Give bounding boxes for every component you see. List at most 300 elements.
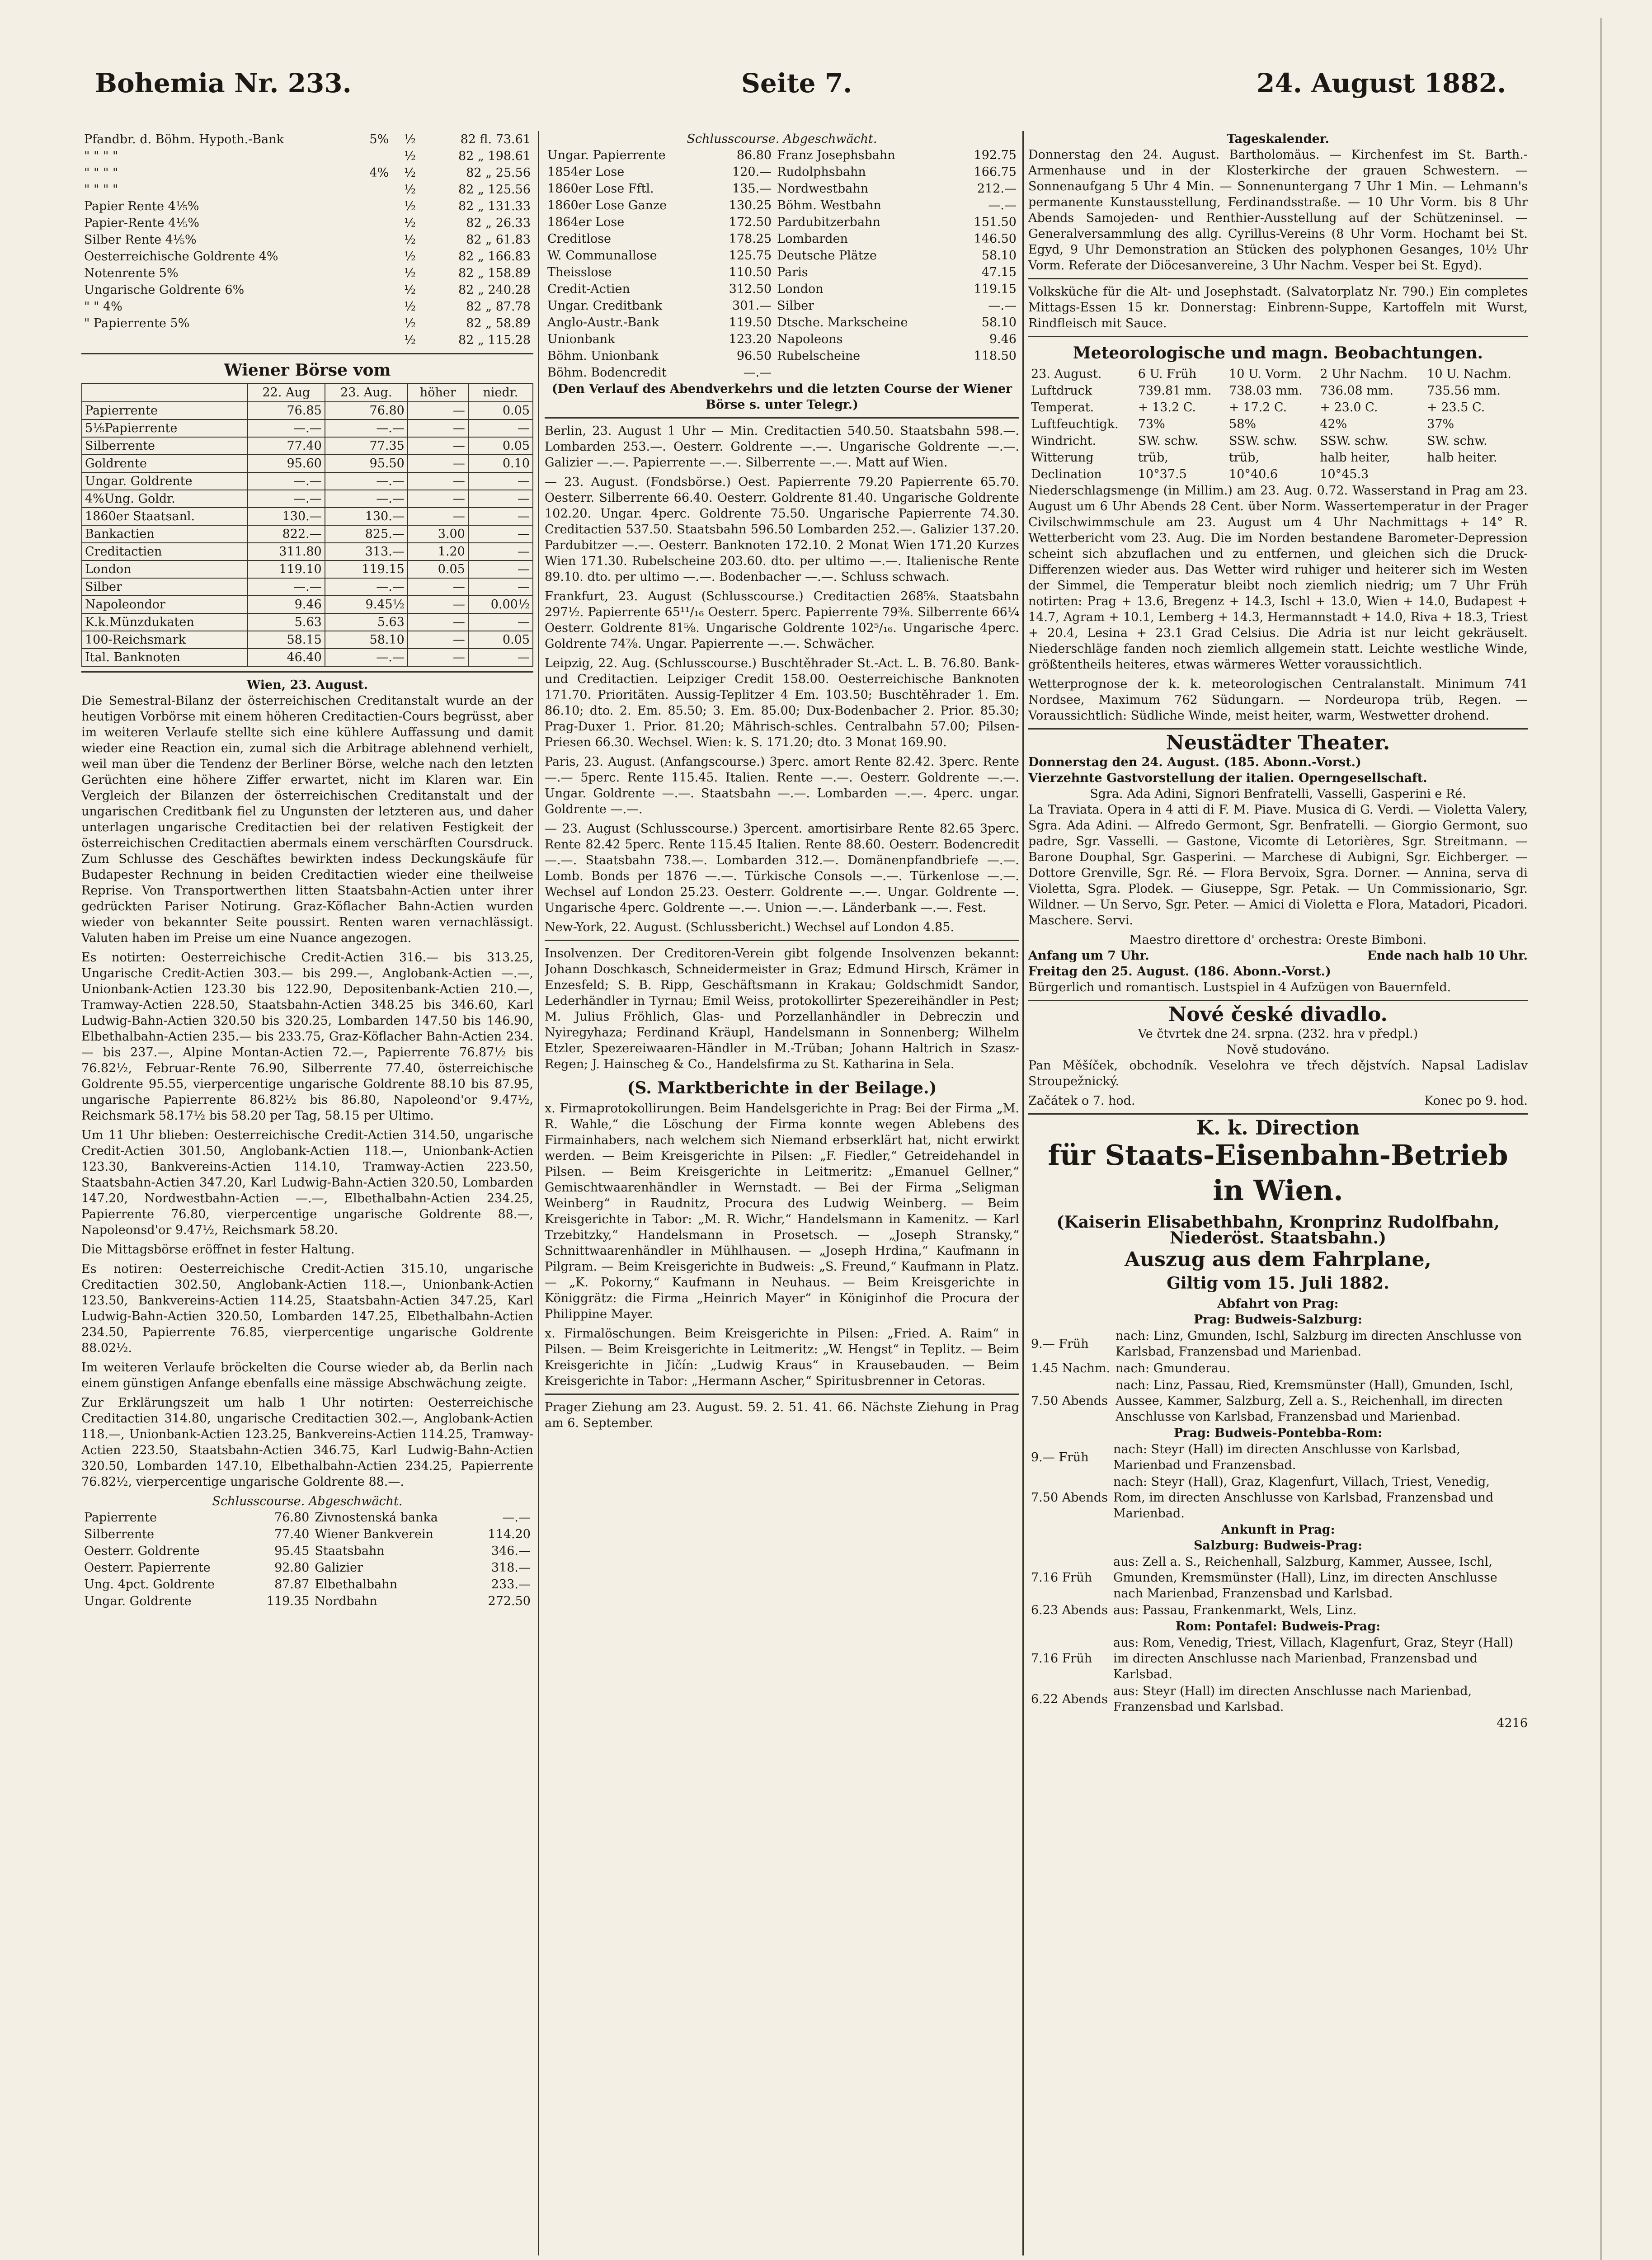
- table-cell: Bankactien: [82, 525, 248, 543]
- table-cell: ½: [404, 166, 416, 180]
- table-cell: 110.50: [729, 265, 772, 279]
- wien-paragraph: Die Semestral-Bilanz der österreichischen Creditanstalt wurde an der heutigen Vorbörse mit einem höheren Creditactien-Cours begrüsst, aber im weiteren Verlaufe stellte sich eine kühlere Auffassung und damit wieder eine Reaction ein, zumal sich die Arbitrage ablehnend verhielt, weil man über die Tendenz der Berliner Börse, welche nach den letzten Gerüchten eine höhere Ziffer erwartet, nicht im Klaren war. Ein Vergleich der Bilanzen der österreichischen Creditanstalt und der ungarischen Creditbank fiel zu Ungunsten der letzteren aus, und daher unterlagen ungarische Creditactien bei der relativen Festigkeit der österreichischen Creditactien abermals einem verschärften Coursdruck. Zum Schlusse des Geschäftes bewirkten indess Deckungskäufe für Budapester Rechnung in beiden Creditactien wieder eine theilweise Reprise. Von Transportwerthen litten Staatsbahn-Actien unter ihrer gedrückten Pariser Notirung. Graz-Köflacher Bahn-Actien wurden wieder von bekannter Seite poussirt. Renten waren vernachlässigt. Valuten haben im Preise um eine Nuance angezogen.: [81, 694, 533, 945]
- ceske-title: Nové české divadlo.: [1168, 1003, 1388, 1026]
- table-cell: 82 „ 26.33: [466, 216, 531, 230]
- table-cell: 92.80: [274, 1561, 310, 1575]
- route-2: Prag: Budweis-Pontebba-Rom:: [1174, 1426, 1382, 1440]
- table-cell: 312.50: [729, 282, 772, 296]
- theater-next-play: Bürgerlich und romantisch. Lustspiel in 4 Aufzügen von Bauernfeld.: [1028, 980, 1451, 994]
- table-cell: ½: [404, 216, 416, 230]
- header-right: 24. August 1882.: [1257, 68, 1506, 99]
- trains-3: [1028, 1554, 1528, 1619]
- ceske-play: Pan Měšíček, obchodník. Veselohra ve třech dějstvích. Napsal Ladislav Stroupežnický.: [1028, 1059, 1528, 1088]
- table-cell: 118.50: [974, 349, 1017, 363]
- newyork-report: New-York, 22. August. (Schlussbericht.) Wechsel auf London 4.85.: [545, 920, 955, 934]
- table-cell: 166.75: [974, 165, 1017, 179]
- table-row: [1028, 1554, 1528, 1602]
- tageskalender-text: Donnerstag den 24. August. Bartholomäus. — Kirchenfest im St. Barth.-Armenhause und in der Klosterkirche der grauen Schwestern. — Sonnenaufgang 5 Uhr 4 Min. — Sonnenuntergang 7 Uhr 1 Min. — Lehmann's permanente Kunstausstellung, Ferdinandsstraße. — 10 Uhr Vorm. bis 8 Uhr Abends Samojeden- und Renthier-Ausstellung auf der Schützeninsel. — Generalversammlung des allg. Cyrillus-Vereins (8 Uhr Vorm. Hochamt bei St. Egyd, 9 Uhr Demonstration an Stücken des polyphonen Gesanges, 10½ Uhr Vorm. Referate der Diöcesanvereine, 3 Uhr Nachm. Vesper bei St. Egyd).: [1028, 148, 1528, 273]
- table-cell: Silber: [777, 299, 814, 313]
- table-row: [1028, 1377, 1528, 1425]
- table-cell: Napoleondor: [82, 596, 248, 613]
- table-cell: " " " ": [84, 166, 118, 180]
- table-cell: 47.15: [981, 265, 1017, 279]
- table-cell: 22. Aug: [248, 383, 325, 402]
- table-cell: nach: Linz, Gmunden, Ischl, Salzburg im directen Anschlusse von Karlsbad, Franzensbad und Marienbad.: [1115, 1329, 1522, 1359]
- table-cell: Dtsche. Markscheine: [777, 315, 908, 330]
- table-cell: 119.35: [266, 1594, 310, 1608]
- table-cell: —: [408, 631, 468, 649]
- table-cell: [367, 282, 401, 298]
- route-3: Salzburg: Budweis-Prag:: [1194, 1539, 1362, 1553]
- trains-1: [1028, 1328, 1528, 1425]
- divider: [1028, 1113, 1528, 1115]
- table-cell: —: [408, 596, 468, 613]
- table-cell: 0.10: [468, 455, 533, 472]
- table-cell: 10°45.3: [1320, 467, 1369, 481]
- table-cell: ½: [404, 183, 416, 197]
- table-cell: ½: [404, 316, 416, 330]
- table-cell: 7.50 Abends: [1031, 1394, 1108, 1408]
- table-row: [1028, 366, 1528, 382]
- table-row: [1028, 382, 1528, 399]
- table-cell: —.—: [248, 472, 325, 490]
- table-row: [81, 265, 533, 282]
- table-cell: 95.45: [274, 1544, 310, 1558]
- table-cell: SW. schw.: [1427, 434, 1487, 448]
- table-cell: ½: [404, 132, 416, 146]
- table-cell: ½: [404, 283, 416, 297]
- table-cell: [367, 215, 401, 231]
- table-cell: —: [468, 578, 533, 596]
- table-cell: 76.80: [325, 402, 408, 419]
- table-row: [82, 472, 533, 490]
- table-cell: Franz Josephsbahn: [777, 148, 895, 162]
- table-row: [82, 455, 533, 472]
- theater-title: Neustädter Theater.: [1166, 731, 1390, 754]
- table-cell: 5.63: [248, 613, 325, 631]
- table-row: [545, 264, 1019, 281]
- table-row: [82, 631, 533, 649]
- table-cell: 1860er Lose Fftl.: [547, 182, 654, 196]
- table-row: [82, 490, 533, 508]
- table-cell: 82 „ 125.56: [458, 183, 531, 197]
- wien-paragraph: Im weiteren Verlaufe bröckelten die Course wieder ab, da Berlin nach einem günstigen Anfange ebenfalls eine mässige Abschwächung zeigte.: [81, 1361, 533, 1390]
- table-cell: —: [468, 649, 533, 666]
- table-cell: 172.50: [729, 215, 772, 229]
- table-cell: Ungar. Goldrente: [82, 472, 248, 490]
- table-cell: 272.50: [488, 1594, 531, 1608]
- table-cell: 58.10: [981, 249, 1017, 263]
- table-cell: SSW. schw.: [1229, 434, 1298, 448]
- table-row: [81, 148, 533, 165]
- table-row: [82, 543, 533, 560]
- table-cell: [1424, 466, 1528, 483]
- table-cell: 82 „ 115.28: [458, 333, 531, 347]
- paris-report: Paris, 23. August. (Anfangscourse.) 3perc. amort Rente 82.42. 3perc. Rente —.— 5perc. Rente 115.45. Italien. Rente —.—. Oesterr. Goldrente —.—. Ungar. Goldrente —.—. Staatsbahn —.—. Lombarden —.—. 4perc. ungar. Goldrente —.—.: [545, 755, 1019, 816]
- firmaprotokoll: x. Firmaprotokollirungen. Beim Handelsgerichte in Prag: Bei der Firma „M. R. Wahle,“ die Löschung der Firma konnte wegen Ablebens des Firmainhabers, nach welchem sich Niemand erbserklärt hat, nicht erwirkt werden. — Beim Kreisgerichte in Pilsen: „F. Fiedler,“ Getreidehandel in Pilsen. — Beim Kreisgerichte in Leitmeritz: „Emanuel Gellner,“ Gemischtwaarenhändler in Wernstadt. — Bei der Firma „Seligman Weinberg“ in Raudnitz, Procura des Ludwig Weinberg. — Beim Kreisgerichte in Tabor: „M. R. Wichr,“ Handelsmann in Kamenitz. — Karl Trzebitzky,“ Handelsmann in Prosetsch. — „Joseph Stransky,“ Schnittwaarenhändler in Mühlhausen. — „Joseph Hrdina,“ Kaufmann in Pilgram. — Beim Kreisgerichte in Budweis: „S. Freund,“ Kaufmann in Platz. — „K. Pokorny,“ Kaufmann in Neuhaus. — Beim Kreisgerichte in Königgrätz: die Firma „Heinrich Mayer“ in Königinhof die Procura der Philippine Mayer.: [545, 1102, 1019, 1321]
- table-cell: 82 „ 61.83: [466, 233, 531, 247]
- table-cell: 82 „ 166.83: [458, 250, 531, 264]
- table-row: [1028, 1602, 1528, 1619]
- table-cell: höher: [408, 383, 468, 402]
- table-cell: ½: [404, 300, 416, 314]
- table-cell: Böhm. Unionbank: [547, 349, 659, 363]
- theater-cast: Sgra. Ada Adini, Signori Benfratelli, Vasselli, Gasperini e Ré.: [1090, 787, 1466, 801]
- table-cell: 23. Aug.: [325, 383, 408, 402]
- table-row: [1028, 1634, 1528, 1683]
- divider: [81, 671, 533, 673]
- table-cell: [81, 332, 367, 348]
- table-cell: nach: Steyr (Hall), Graz, Klagenfurt, Villach, Triest, Venedig, Rom, im directen Anschlusse von Karlsbad, Franzensbad und Marienbad.: [1113, 1475, 1494, 1521]
- marktberichte-note: (S. Marktberichte in der Beilage.): [627, 1078, 937, 1097]
- table-cell: " " " ": [84, 183, 118, 197]
- direction-gilt: Giltig vom 15. Juli 1882.: [1167, 1274, 1389, 1293]
- wien-paragraph: Um 11 Uhr blieben: Oesterreichische Credit-Actien 314.50, ungarische Credit-Actien 301.50, Anglobank-Actien 118.—, Unionbank-Actien 123.30, Bankvereins-Actien 114.10, Tramway-Actien 223.50, Staatsbahn-Actien 347.20, Karl Ludwig-Bahn-Actien 320.50, Lombarden 147.20, Nordwestbahn-Actien —.—, Elbethalbahn-Actien 234.25, Papierrente 76.80, vierpercentige ungarische Goldrente 88.—, Napoleonsd'or 9.47½, Reichsmark 58.20.: [81, 1128, 533, 1237]
- table-cell: 130.—: [325, 508, 408, 525]
- table-row: [82, 525, 533, 543]
- table-cell: 58.10: [325, 631, 408, 649]
- table-cell: 9.— Früh: [1031, 1450, 1089, 1464]
- table-row: [1028, 1683, 1528, 1715]
- table-cell: 736.08 mm.: [1320, 384, 1394, 398]
- table-row: [545, 297, 1019, 314]
- table-cell: 125.75: [729, 249, 772, 263]
- table-cell: ½: [404, 149, 416, 163]
- ad-number: 4216: [1497, 1716, 1528, 1730]
- table-cell: ½: [404, 250, 416, 264]
- table-cell: + 23.5 C.: [1427, 400, 1485, 414]
- table-row: [82, 402, 533, 419]
- scan-edge: [1600, 18, 1602, 2260]
- table-cell: Luftdruck: [1031, 384, 1092, 398]
- table-cell: 825.—: [325, 525, 408, 543]
- table-cell: 135.—: [732, 182, 772, 196]
- table-cell: —.—: [325, 472, 408, 490]
- schluss1-table: [81, 1509, 533, 1610]
- table-cell: Silberrente: [82, 437, 248, 455]
- table-cell: 130.—: [248, 508, 325, 525]
- table-cell: W. Communallose: [547, 249, 657, 263]
- table-cell: Ungar. Creditbank: [547, 299, 663, 313]
- table-cell: 73%: [1138, 417, 1165, 431]
- table-cell: Napoleons: [777, 332, 843, 346]
- table-cell: [955, 364, 1019, 381]
- table-row: [81, 1576, 533, 1593]
- table-row: [81, 215, 533, 231]
- table-cell: —: [468, 613, 533, 631]
- table-cell: 2 Uhr Nachm.: [1320, 367, 1408, 381]
- meteo-prognose: Wetterprognose der k. k. meteorologischen Centralanstalt. Minimum 741 Nordsee, Maximum 762 Südungarn. — Nordeuropa trüb, Regen. — Voraussichtlich: Südliche Winde, meist heiter, warm, Westwetter drohend.: [1028, 677, 1528, 723]
- table-cell: 100-Reichsmark: [82, 631, 248, 649]
- column-2: [545, 131, 1019, 2255]
- table-cell: —: [408, 508, 468, 525]
- table-cell: Paris: [777, 265, 808, 279]
- table-row: [82, 649, 533, 666]
- table-cell: 7.16 Früh: [1031, 1652, 1092, 1666]
- firmaloeschung: x. Firmalöschungen. Beim Kreisgerichte in Pilsen: „Fried. A. Raim“ in Pilsen. — Beim Kreisgerichte in Leitmeritz: „W. Hengst“ in Teplitz. — Beim Kreisgerichte in Jičín: „Ludwig Kraus“ in Krausebauden. — Beim Kreisgerichte in Tabor: „Hermann Ascher,“ Spiritusbrenner in Cetoras.: [545, 1327, 1019, 1388]
- table-row: [81, 332, 533, 348]
- table-cell: Wiener Bankverein: [315, 1527, 433, 1541]
- table-cell: 0.05: [468, 631, 533, 649]
- schluss2-note: (Den Verlauf des Abendverkehrs und die letzten Course der Wiener Börse s. unter Telegr.): [551, 382, 1012, 412]
- header-center: Seite 7.: [741, 68, 852, 99]
- table-cell: 58.15: [248, 631, 325, 649]
- table-cell: Staatsbahn: [315, 1544, 385, 1558]
- schluss1-title: Schlusscourse. Abgeschwächt.: [212, 1494, 403, 1508]
- table-row: [81, 1543, 533, 1559]
- table-cell: Nordbahn: [315, 1594, 377, 1608]
- direction-auszug: Auszug aus dem Fahrplane,: [1125, 1248, 1431, 1271]
- theater-start: Anfang um 7 Uhr.: [1028, 949, 1149, 963]
- table-cell: —.—: [325, 578, 408, 596]
- table-cell: 1.20: [408, 543, 468, 560]
- table-cell: —.—: [248, 578, 325, 596]
- table-cell: 82 „ 25.56: [466, 166, 531, 180]
- table-cell: —: [408, 437, 468, 455]
- table-cell: London: [777, 282, 824, 296]
- table-cell: 7.50 Abends: [1031, 1491, 1108, 1505]
- table-cell: aus: Steyr (Hall) im directen Anschlusse nach Marienbad, Franzensbad und Karlsbad.: [1113, 1684, 1472, 1714]
- schluss2-table: [545, 147, 1019, 381]
- table-row: [82, 437, 533, 455]
- table-cell: —: [468, 419, 533, 437]
- table-cell: —.—: [325, 419, 408, 437]
- table-cell: 120.—: [732, 165, 772, 179]
- direction-sub: (Kaiserin Elisabethbahn, Kronprinz Rudolfbahn, Niederöst. Staatsbahn.): [1056, 1213, 1500, 1248]
- leipzig-report: Leipzig, 22. Aug. (Schlusscourse.) Buschtěhrader St.-Act. L. B. 76.80. Bank- und Creditactien. Leipziger Credit 158.00. Oesterreichische Banknoten 171.70. Prioritäten. Aussig-Teplitzer 4 Em. 103.50; Buschtěhrader 1. Em. 86.10; dto. 2. Em. 85.50; 3. Em. 85.00; Dux-Bodenbacher 2. Prior. 85.30; Prag-Duxer 1. Prior. 81.20; Mährisch-schles. Centralbahn 57.00; Pilsen-Priesen 66.30. Wechsel. Wien: k. S. 171.20; dto. 3 Monat 169.90.: [545, 656, 1019, 749]
- table-cell: 77.40: [274, 1527, 310, 1541]
- theater-date: Donnerstag den 24. August. (185. Abonn.-Vorst.): [1028, 755, 1361, 769]
- table-cell: " " 4%: [84, 300, 122, 314]
- table-cell: 313.—: [325, 543, 408, 560]
- table-row: [545, 197, 1019, 214]
- table-cell: Oesterr. Papierrente: [84, 1561, 211, 1575]
- table-cell: 1.45 Nachm.: [1031, 1361, 1111, 1375]
- wien-paragraph: Die Mittagsbörse eröffnet in fester Haltung.: [81, 1243, 355, 1257]
- table-cell: 37%: [1427, 417, 1454, 431]
- table-cell: —: [468, 525, 533, 543]
- table-cell: London: [82, 560, 248, 578]
- column-rule: [538, 131, 539, 2255]
- divider: [81, 353, 533, 354]
- table-cell: 87.87: [274, 1577, 310, 1591]
- table-row: [81, 1593, 533, 1610]
- table-cell: Nordwestbahn: [777, 182, 869, 196]
- table-cell: 77.40: [248, 437, 325, 455]
- table-row: [82, 613, 533, 631]
- table-cell: 9.45½: [325, 596, 408, 613]
- table-cell: [367, 198, 401, 215]
- table-cell: Oesterr. Goldrente: [84, 1544, 200, 1558]
- meteo-table: [1028, 366, 1528, 483]
- route-4: Rom: Pontafel: Budweis-Prag:: [1175, 1620, 1381, 1634]
- table-cell: ½: [404, 266, 416, 280]
- table-cell: [367, 248, 401, 265]
- table-cell: 7.16 Früh: [1031, 1571, 1092, 1585]
- table-cell: —: [468, 508, 533, 525]
- table-cell: [367, 298, 401, 315]
- table-cell: Goldrente: [82, 455, 248, 472]
- table-row: [82, 596, 533, 613]
- ceske-new: Nově studováno.: [1226, 1043, 1330, 1057]
- ziehung: Prager Ziehung am 23. August. 59. 2. 51. 41. 66. Nächste Ziehung in Prag am 6. September.: [545, 1400, 1019, 1430]
- table-cell: —: [408, 402, 468, 419]
- table-cell: 10°40.6: [1229, 467, 1278, 481]
- table-row: [1028, 433, 1528, 449]
- table-row: [545, 331, 1019, 348]
- table-cell: 96.50: [736, 349, 772, 363]
- table-cell: —.—: [743, 366, 772, 380]
- table-cell: Declination: [1031, 467, 1102, 481]
- table-cell: 119.50: [729, 315, 772, 330]
- wiener-boerse-table: [81, 383, 533, 667]
- table-cell: halb heiter,: [1320, 451, 1390, 465]
- berlin-report-2: — 23. August. (Fondsbörse.) Oest. Papierrente 79.20 Papierrente 65.70. Oesterr. Silberrente 66.40. Oesterr. Goldrente 81.40. Ungarische Goldrente 102.20. Ungar. 4perc. Goldrente 75.50. Ungarische Papierrente 74.30. Creditactien 537.50. Staatsbahn 596.50 Lombarden 252.—. Galizier 137.20. Pardubitzer —.—. Oesterr. Banknoten 172.10. 2 Monat Wien 171.20 Kurzes Wien 171.30. Rubelscheine 203.60. dto. per ultimo —.—. Italienische Rente 89.10. dto. per ultimo —.—. Bodenbacher —.—. Schluss schwach.: [545, 475, 1019, 584]
- divider: [545, 417, 1019, 419]
- table-cell: —: [468, 472, 533, 490]
- table-cell: 76.80: [274, 1511, 310, 1525]
- table-cell: aus: Passau, Frankenmarkt, Wels, Linz.: [1113, 1603, 1357, 1617]
- table-cell: 23. August.: [1031, 367, 1102, 381]
- table-cell: 233.—: [491, 1577, 531, 1591]
- table-cell: 76.85: [248, 402, 325, 419]
- table-cell: —.—: [248, 419, 325, 437]
- table-cell: Silber Rente 4⅕%: [84, 233, 197, 247]
- table-row: [81, 1509, 533, 1526]
- column-1: [81, 131, 533, 2255]
- table-cell: + 13.2 C.: [1138, 400, 1196, 414]
- table-cell: trüb,: [1229, 451, 1260, 465]
- table-cell: Temperat.: [1031, 400, 1094, 414]
- paris-report-2: — 23. August (Schlusscourse.) 3percent. amortisirbare Rente 82.65 3perc. Rente 82.42 5perc. Rente 115.45 Italien. Rente 88.60. Oesterr. Bodencredit —.—. Staatsbahn 738.—. Lombarden 312.—. Domänenpfandbriefe —.—. Lomb. Bonds per 1876 —.—. Türkische Consols —.—. Türkenlose —.—. Wechsel auf London 25.23. Oesterr. Goldrente —.—. Ungar. Goldrente —. Ungarische 4perc. Goldrente —.—. Union —.—. Länderbank —.—. Fest.: [545, 822, 1019, 915]
- table-row: [1028, 1360, 1528, 1377]
- divider: [1028, 1000, 1528, 1001]
- meteo-title: Meteorologische und magn. Beobachtungen.: [1073, 344, 1483, 363]
- divider: [1028, 336, 1528, 337]
- table-row: [1028, 416, 1528, 433]
- table-cell: 10°37.5: [1138, 467, 1187, 481]
- table-cell: 86.80: [736, 148, 772, 162]
- divider: [545, 1394, 1019, 1395]
- table-row: [545, 364, 1019, 381]
- direction-big-2: in Wien.: [1213, 1174, 1343, 1207]
- table-cell: —.—: [325, 649, 408, 666]
- table-cell: Pfandbr. d. Böhm. Hypoth.-Bank: [84, 132, 284, 146]
- table-cell: —: [408, 472, 468, 490]
- table-cell: —.—: [325, 490, 408, 508]
- table-cell: Creditlose: [547, 232, 612, 246]
- table-cell: 9.46: [248, 596, 325, 613]
- table-cell: 5⅕Papierrente: [82, 419, 248, 437]
- table-row: [545, 314, 1019, 331]
- table-cell: 119.10: [248, 560, 325, 578]
- table-row: [82, 560, 533, 578]
- table-cell: 6 U. Früh: [1138, 367, 1197, 381]
- table-cell: Credit-Actien: [547, 282, 630, 296]
- table-cell: Galizier: [315, 1561, 363, 1575]
- table-cell: 151.50: [974, 215, 1017, 229]
- table-cell: —: [468, 560, 533, 578]
- table-cell: trüb,: [1138, 451, 1168, 465]
- table-cell: Elbethalbahn: [315, 1577, 398, 1591]
- table-cell: Notenrente 5%: [84, 266, 179, 280]
- table-cell: 192.75: [974, 148, 1017, 162]
- table-cell: —.—: [988, 299, 1017, 313]
- table-row: [1028, 1441, 1528, 1474]
- direction-abfahrt: Abfahrt von Prag:: [1217, 1297, 1339, 1311]
- table-cell: 95.50: [325, 455, 408, 472]
- table-cell: —: [408, 490, 468, 508]
- table-cell: 0.00½: [468, 596, 533, 613]
- table-cell: 739.81 mm.: [1138, 384, 1212, 398]
- table-cell: Theisslose: [547, 265, 612, 279]
- ceske-end: Konec po 9. hod.: [1424, 1094, 1528, 1108]
- table-cell: Papier-Rente 4⅕%: [84, 216, 200, 230]
- table-row: [1028, 466, 1528, 483]
- table-cell: " Papierrente 5%: [84, 316, 190, 330]
- divider: [1028, 728, 1528, 730]
- wien-title: Wien, 23. August.: [246, 678, 368, 692]
- table-cell: 82 „ 87.78: [466, 300, 531, 314]
- table-row: [1028, 399, 1528, 416]
- table-cell: Silber: [82, 578, 248, 596]
- table-cell: K.k.Münzdukaten: [82, 613, 248, 631]
- table-cell: 318.—: [491, 1561, 531, 1575]
- table-cell: Unionbank: [547, 332, 615, 346]
- table-cell: Oesterreichische Goldrente 4%: [84, 250, 278, 264]
- trains-2: [1028, 1441, 1528, 1522]
- table-cell: —: [408, 419, 468, 437]
- table-cell: ½: [404, 333, 416, 347]
- table-cell: 123.20: [729, 332, 772, 346]
- ceske-times: [1028, 1093, 1528, 1109]
- table-row: [82, 419, 533, 437]
- table-cell: Luftfeuchtigk.: [1031, 417, 1119, 431]
- insolvenzen: Insolvenzen. Der Creditoren-Verein gibt folgende Insolvenzen bekannt: Johann Doschkasch, Schneidermeister in Graz; Edmund Hirsch, Krämer in Enzesfeld; S. B. Ripp, Geschäftsmann in Krakau; Goldschmidt Sandor, Lederhändler in Tyrnau; Emil Weiss, protokollirter Spezereihändler in Pest; M. Julius Fröhlich, Glas- und Porzellanhändler in Debreczin und Nyiregyhaza; Ferdinand Kräupl, Handelsmann in Sonnenberg; Wilhelm Etzler, Spezereiwaaren-Händler in M.-Trüban; Johann Haltrich in Szasz-Regen; J. Hainscheg & Co., Handelsfirma zu St. Katharina in Sela.: [545, 946, 1019, 1071]
- table-cell: Ungar. Papierrente: [547, 148, 666, 162]
- table-cell: 4%: [369, 166, 389, 180]
- table-cell: SSW. schw.: [1320, 434, 1388, 448]
- table-row: [81, 198, 533, 215]
- table-cell: + 23.0 C.: [1320, 400, 1378, 414]
- table-cell: 114.20: [488, 1527, 531, 1541]
- frankfurt-report: Frankfurt, 23. August (Schlusscourse.) Creditactien 268⅝. Staatsbahn 297½. Papierrente 65¹¹/₁₆ Oesterr. 5perc. Papierrente 79⅜. Silberrente 66¼ Oesterr. Goldrente 81⅝. Ungarische Goldrente 102⁵/₁₆. Ungarische 4perc. Goldrente 74⅞. Ungar. Papierrente —.—. Schwächer.: [545, 589, 1019, 651]
- table-cell: Windricht.: [1031, 434, 1097, 448]
- table-cell: 1860er Lose Ganze: [547, 198, 667, 212]
- table-cell: [367, 231, 401, 248]
- table-cell: nach: Steyr (Hall) im directen Anschlusse von Karlsbad, Marienbad und Franzensbad.: [1113, 1442, 1460, 1472]
- table-cell: 735.56 mm.: [1427, 384, 1501, 398]
- table-cell: Anglo-Austr.-Bank: [547, 315, 659, 330]
- table-cell: 212.—: [977, 182, 1017, 196]
- table-cell: 311.80: [248, 543, 325, 560]
- table-cell: [367, 181, 401, 198]
- table-cell: 82 „ 58.89: [466, 316, 531, 330]
- header-left: Bohemia Nr. 233.: [95, 68, 352, 99]
- table-cell: niedr.: [468, 383, 533, 402]
- table-cell: —.—: [988, 198, 1017, 212]
- table-cell: [774, 364, 955, 381]
- ceske-date: Ve čtvrtek dne 24. srpna. (232. hra v předpl.): [1138, 1027, 1418, 1041]
- theater-opera: La Traviata. Opera in 4 atti di F. M. Piave. Musica di G. Verdi. — Violetta Valery, Sgra. Ada Adini. — Alfredo Germont, Sgr. Benfratelli. — Giorgio Germont, suo padre, Sgr. Vasselli. — Gastone, Vicomte di Letorières, Sgr. Streitmann. — Barone Douphal, Sgr. Gasperini. — Marchese di Aubigni, Sgr. Eichberger. — Dottore Grenville, Sgr. Ré. — Flora Bervoix, Sgra. Dorner. — Annina, serva di Violetta, Sgra. Plodek. — Giuseppe, Sgr. Petak. — Un Commissionario, Sgr. Wildner. — Un Servo, Sgr. Peter. — Amici di Violetta e Flora, Matadori, Picadori. Maschere. Servi.: [1028, 803, 1528, 928]
- table-cell: 58.10: [981, 315, 1017, 330]
- table-cell: SW. schw.: [1138, 434, 1199, 448]
- table-cell: 738.03 mm.: [1229, 384, 1303, 398]
- table-row: [1028, 1328, 1528, 1360]
- table-cell: 346.—: [491, 1544, 531, 1558]
- table-row: [545, 180, 1019, 197]
- table-cell: 301.—: [732, 299, 772, 313]
